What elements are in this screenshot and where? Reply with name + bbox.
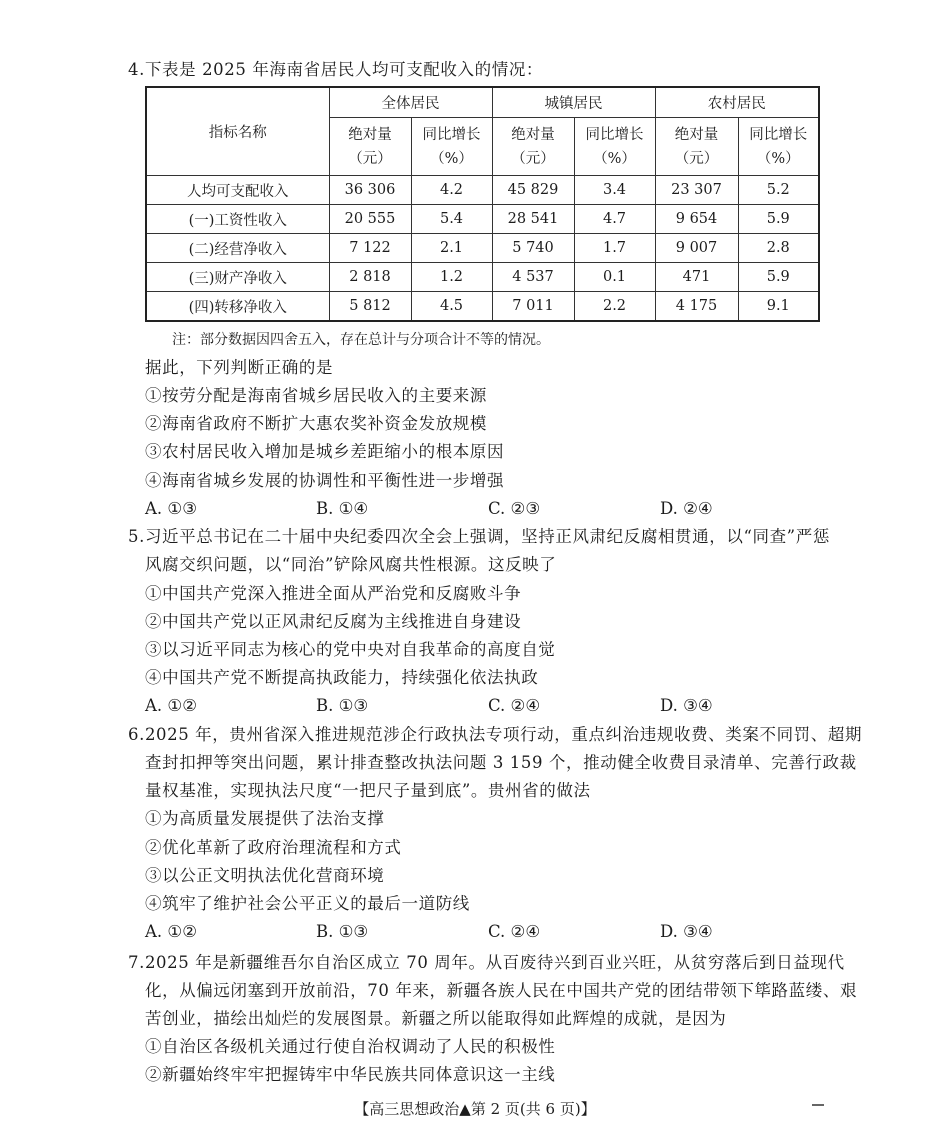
row-name: (四)转移净收入 <box>146 292 329 322</box>
header-indicator: 指标名称 <box>146 87 329 176</box>
q7-statement-2: ②新疆始终牢牢把握铸牢中华民族共同体意识这一主线 <box>145 1065 556 1084</box>
row-name: (三)财产净收入 <box>146 263 329 292</box>
q4-stem: 4.下表是 2025 年海南省居民人均可支配收入的情况： <box>128 60 544 79</box>
q7-statement-1: ①自治区各级机关通过行使自治权调动了人民的积极性 <box>145 1037 556 1056</box>
q4-option-d[interactable]: D. ②④ <box>660 499 713 518</box>
table-cell: 5 812 <box>329 292 411 322</box>
table-row <box>146 263 819 292</box>
table-cell: 5.2 <box>738 176 819 205</box>
row-name: 人均可支配收入 <box>146 176 329 205</box>
q6-statement-1: ①为高质量发展提供了法治支撑 <box>145 809 385 828</box>
table-cell: 3.4 <box>574 176 655 205</box>
q6-stem-line-3: 量权基准，实现执法尺度“一把尺子量到底”。贵州省的做法 <box>145 781 591 800</box>
row-name: (一)工资性收入 <box>146 205 329 234</box>
q6-statement-2: ②优化革新了政府治理流程和方式 <box>145 838 402 857</box>
table-cell: 1.2 <box>411 263 492 292</box>
header-group-rural: 农村居民 <box>655 87 819 118</box>
table-cell: 36 306 <box>329 176 411 205</box>
q7-stem-line-3: 苦创业，描绘出灿烂的发展图景。新疆之所以能取得如此辉煌的成就，是因为 <box>145 1009 727 1028</box>
header-group-all: 全体居民 <box>329 87 492 118</box>
row-name: (二)经营净收入 <box>146 234 329 263</box>
table-cell: 2.2 <box>574 292 655 322</box>
q5-option-c[interactable]: C. ②④ <box>488 696 541 715</box>
table-cell: 2.1 <box>411 234 492 263</box>
table-cell: 4 175 <box>655 292 738 322</box>
q4-option-b[interactable]: B. ①④ <box>316 499 369 518</box>
q4-statement-2: ②海南省政府不断扩大惠农奖补资金发放规模 <box>145 414 487 433</box>
page-footer: 【高三思想政治▲第 2 页(共 6 页)】 <box>354 1100 596 1118</box>
header-abs: 绝对量 （元） <box>329 118 411 176</box>
table-row <box>146 205 819 234</box>
q4-statement-4: ④海南省城乡发展的协调性和平衡性进一步增强 <box>145 471 505 490</box>
q4-option-c[interactable]: C. ②③ <box>488 499 541 518</box>
q5-option-d[interactable]: D. ③④ <box>660 696 713 715</box>
header-pct: 同比增长 （%） <box>738 118 819 176</box>
table-row <box>146 176 819 205</box>
header-pct: 同比增长 （%） <box>411 118 492 176</box>
q5-statement-1: ①中国共产党深入推进全面从严治党和反腐败斗争 <box>145 584 522 603</box>
table-cell: 20 555 <box>329 205 411 234</box>
corner-mark <box>812 1104 824 1106</box>
header-abs: 绝对量 （元） <box>492 118 574 176</box>
table-cell: 4 537 <box>492 263 574 292</box>
q6-stem-line-1: 6.2025 年，贵州省深入推进规范涉企行政执法专项行动，重点纠治违规收费、类案不同罚、超期 <box>128 725 863 744</box>
header-group-urban: 城镇居民 <box>492 87 655 118</box>
q7-stem-line-2: 化，从偏远闭塞到开放前沿，70 年来，新疆各族人民在中国共产党的团结带领下筚路蓝缕、艰 <box>145 981 858 1000</box>
q4-option-a[interactable]: A. ①③ <box>145 499 197 518</box>
q6-stem-line-2: 查封扣押等突出问题，累计排查整改执法问题 3 159 个，推动健全收费目录清单、完善行政裁 <box>145 753 857 772</box>
table-cell: 5.4 <box>411 205 492 234</box>
table-row <box>146 292 819 322</box>
table-cell: 2.8 <box>738 234 819 263</box>
q5-option-b[interactable]: B. ①③ <box>316 696 369 715</box>
table-cell: 2 818 <box>329 263 411 292</box>
q5-stem-line-1: 5.习近平总书记在二十届中央纪委四次全会上强调，坚持正风肃纪反腐相贯通，以“同查”严惩 <box>128 527 830 546</box>
header-abs: 绝对量 （元） <box>655 118 738 176</box>
table-cell: 7 122 <box>329 234 411 263</box>
q5-statement-2: ②中国共产党以正风肃纪反腐为主线推进自身建设 <box>145 612 522 631</box>
income-table <box>145 86 820 322</box>
table-cell: 45 829 <box>492 176 574 205</box>
q6-option-a[interactable]: A. ①② <box>145 922 197 941</box>
table-cell: 9 007 <box>655 234 738 263</box>
q4-lead: 据此，下列判断正确的是 <box>145 358 334 377</box>
table-cell: 5 740 <box>492 234 574 263</box>
q6-statement-3: ③以公正文明执法优化营商环境 <box>145 866 385 885</box>
table-note: 注：部分数据因四舍五入，存在总计与分项合计不等的情况。 <box>172 332 550 348</box>
q4-statement-1: ①按劳分配是海南省城乡居民收入的主要来源 <box>145 386 487 405</box>
q5-statement-3: ③以习近平同志为核心的党中央对自我革命的高度自觉 <box>145 640 556 659</box>
table-cell: 4.2 <box>411 176 492 205</box>
q7-stem-line-1: 7.2025 年是新疆维吾尔自治区成立 70 周年。从百废待兴到百业兴旺，从贫穷落后到日益现代 <box>128 953 845 972</box>
table-cell: 7 011 <box>492 292 574 322</box>
table-cell: 4.7 <box>574 205 655 234</box>
q6-statement-4: ④筑牢了维护社会公平正义的最后一道防线 <box>145 894 470 913</box>
table-row <box>146 234 819 263</box>
q6-option-c[interactable]: C. ②④ <box>488 922 541 941</box>
table-cell: 5.9 <box>738 263 819 292</box>
q6-option-b[interactable]: B. ①③ <box>316 922 369 941</box>
q6-option-d[interactable]: D. ③④ <box>660 922 713 941</box>
table-cell: 9 654 <box>655 205 738 234</box>
q5-option-a[interactable]: A. ①② <box>145 696 197 715</box>
q4-statement-3: ③农村居民收入增加是城乡差距缩小的根本原因 <box>145 442 505 461</box>
table-cell: 471 <box>655 263 738 292</box>
table-cell: 0.1 <box>574 263 655 292</box>
table-cell: 23 307 <box>655 176 738 205</box>
q5-stem-line-2: 风腐交织问题，以“同治”铲除风腐共性根源。这反映了 <box>145 555 557 574</box>
header-pct: 同比增长 （%） <box>574 118 655 176</box>
table-cell: 1.7 <box>574 234 655 263</box>
table-cell: 9.1 <box>738 292 819 322</box>
q5-statement-4: ④中国共产党不断提高执政能力，持续强化依法执政 <box>145 668 539 687</box>
table-cell: 4.5 <box>411 292 492 322</box>
table-cell: 28 541 <box>492 205 574 234</box>
table-cell: 5.9 <box>738 205 819 234</box>
